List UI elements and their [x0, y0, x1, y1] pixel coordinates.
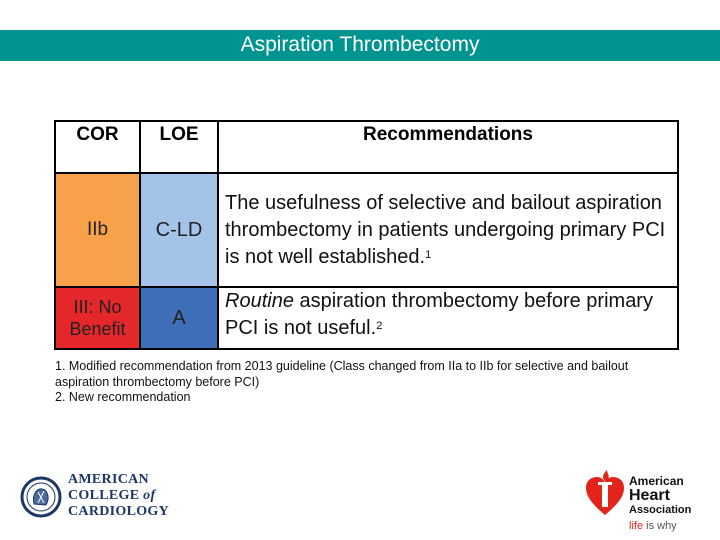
acc-wordmark: AMERICAN COLLEGE of CARDIOLOGY — [68, 472, 170, 519]
table-row — [55, 287, 678, 349]
recommendation-cell — [218, 287, 678, 349]
table-row — [55, 173, 678, 287]
recommendation-text: The usefulness of selective and bailout aspiration thrombectomy in patients undergoing primary PCI is not well established. — [225, 191, 666, 268]
footnotes — [55, 359, 675, 406]
recommendation-cell — [218, 173, 678, 287]
table-header-row — [55, 121, 678, 173]
cor-line1: III: No — [73, 297, 122, 317]
header-recommendations: Recommendations — [218, 121, 678, 173]
loe-cell: A — [140, 287, 218, 349]
aha-wordmark: American Heart Association — [629, 474, 692, 516]
footnote-ref: 2 — [376, 320, 383, 332]
cor-cell — [55, 287, 140, 349]
heart-torch-icon — [585, 469, 625, 517]
aha-logo — [585, 465, 720, 540]
footnote-1: 1. Modified recommendation from 2013 guideline (Class changed from IIa to IIb for selective and bailout aspiration thrombectomy before PCI) — [55, 359, 629, 389]
recommendations-table — [54, 120, 679, 350]
footnote-ref: 1 — [425, 248, 432, 261]
slide-title: Aspiration Thrombectomy — [0, 30, 720, 61]
footnote-2: 2. New recommendation — [55, 390, 191, 404]
recommendation-text: aspiration thrombectomy before primary PCI is not useful. — [225, 290, 653, 339]
loe-cell: C-LD — [140, 173, 218, 287]
cor-cell: IIb — [55, 173, 140, 287]
aha-tagline: life is why — [629, 520, 677, 532]
cor-line2: Benefit — [69, 319, 126, 339]
acc-logo — [20, 470, 180, 522]
header-cor: COR — [55, 121, 140, 173]
header-loe: LOE — [140, 121, 218, 173]
recommendation-italic: Routine — [225, 290, 294, 312]
acc-seal-icon — [20, 476, 62, 518]
